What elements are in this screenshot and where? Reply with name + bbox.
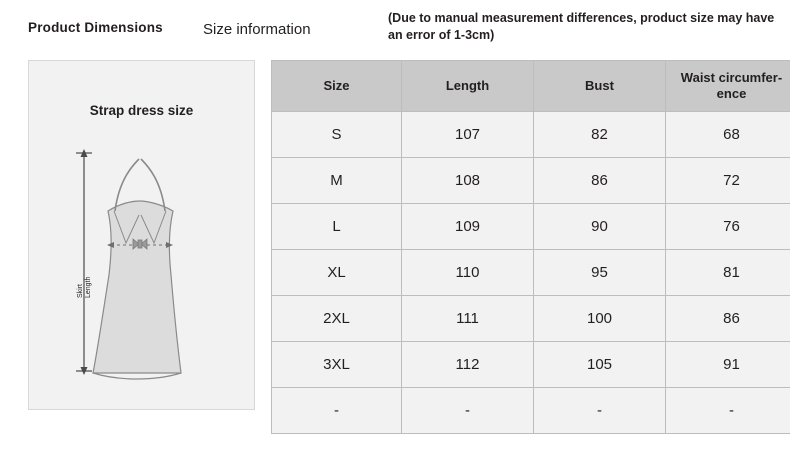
cell-length: 107 xyxy=(402,112,534,158)
cell-bust: 82 xyxy=(534,112,666,158)
dress-diagram-panel xyxy=(28,60,255,410)
cell-length: 112 xyxy=(402,342,534,388)
cell-waist: 72 xyxy=(666,158,790,204)
cell-length: 108 xyxy=(402,158,534,204)
cell-size: M xyxy=(272,158,402,204)
skirt-length-label-line2: Length xyxy=(85,276,92,299)
cell-bust: 86 xyxy=(534,158,666,204)
column-header-size: Size xyxy=(272,61,402,112)
cell-length: 111 xyxy=(402,296,534,342)
measurement-note: (Due to manual measurement differences, product size may have an error of 1-3cm) xyxy=(388,11,775,42)
cell-size: L xyxy=(272,204,402,250)
cell-size: - xyxy=(272,388,402,434)
diagram-caption: Strap dress size xyxy=(89,103,194,118)
table-row xyxy=(272,342,790,388)
table-header-row xyxy=(272,61,790,112)
cell-bust: 105 xyxy=(534,342,666,388)
skirt-length-label-line1: Skirt xyxy=(76,284,84,299)
cell-waist: 81 xyxy=(666,250,790,296)
cell-waist: 91 xyxy=(666,342,790,388)
cell-size: S xyxy=(272,112,402,158)
table-row xyxy=(272,296,790,342)
column-header-waist: Waist circumfer-ence xyxy=(666,61,790,112)
cell-length: - xyxy=(402,388,534,434)
cell-waist: 76 xyxy=(666,204,790,250)
cell-bust: 100 xyxy=(534,296,666,342)
column-header-length: Length xyxy=(402,61,534,112)
cell-size: 3XL xyxy=(272,342,402,388)
size-chart-table xyxy=(271,60,790,434)
cell-waist: 68 xyxy=(666,112,790,158)
cell-bust: - xyxy=(534,388,666,434)
cell-length: 109 xyxy=(402,204,534,250)
table-row xyxy=(272,204,790,250)
cell-waist: 86 xyxy=(666,296,790,342)
table-row xyxy=(272,112,790,158)
cell-waist: - xyxy=(666,388,790,434)
cell-size: 2XL xyxy=(272,296,402,342)
cell-size: XL xyxy=(272,250,402,296)
strap-dress-illustration xyxy=(29,61,256,411)
table-row xyxy=(272,250,790,296)
table-row xyxy=(272,388,790,434)
cell-bust: 95 xyxy=(534,250,666,296)
cell-bust: 90 xyxy=(534,204,666,250)
column-header-bust: Bust xyxy=(534,61,666,112)
size-information-title: Size information xyxy=(203,21,311,38)
table-row xyxy=(272,158,790,204)
cell-length: 110 xyxy=(402,250,534,296)
skirt-length-label xyxy=(76,276,93,299)
product-dimensions-title: Product Dimensions xyxy=(28,20,163,35)
